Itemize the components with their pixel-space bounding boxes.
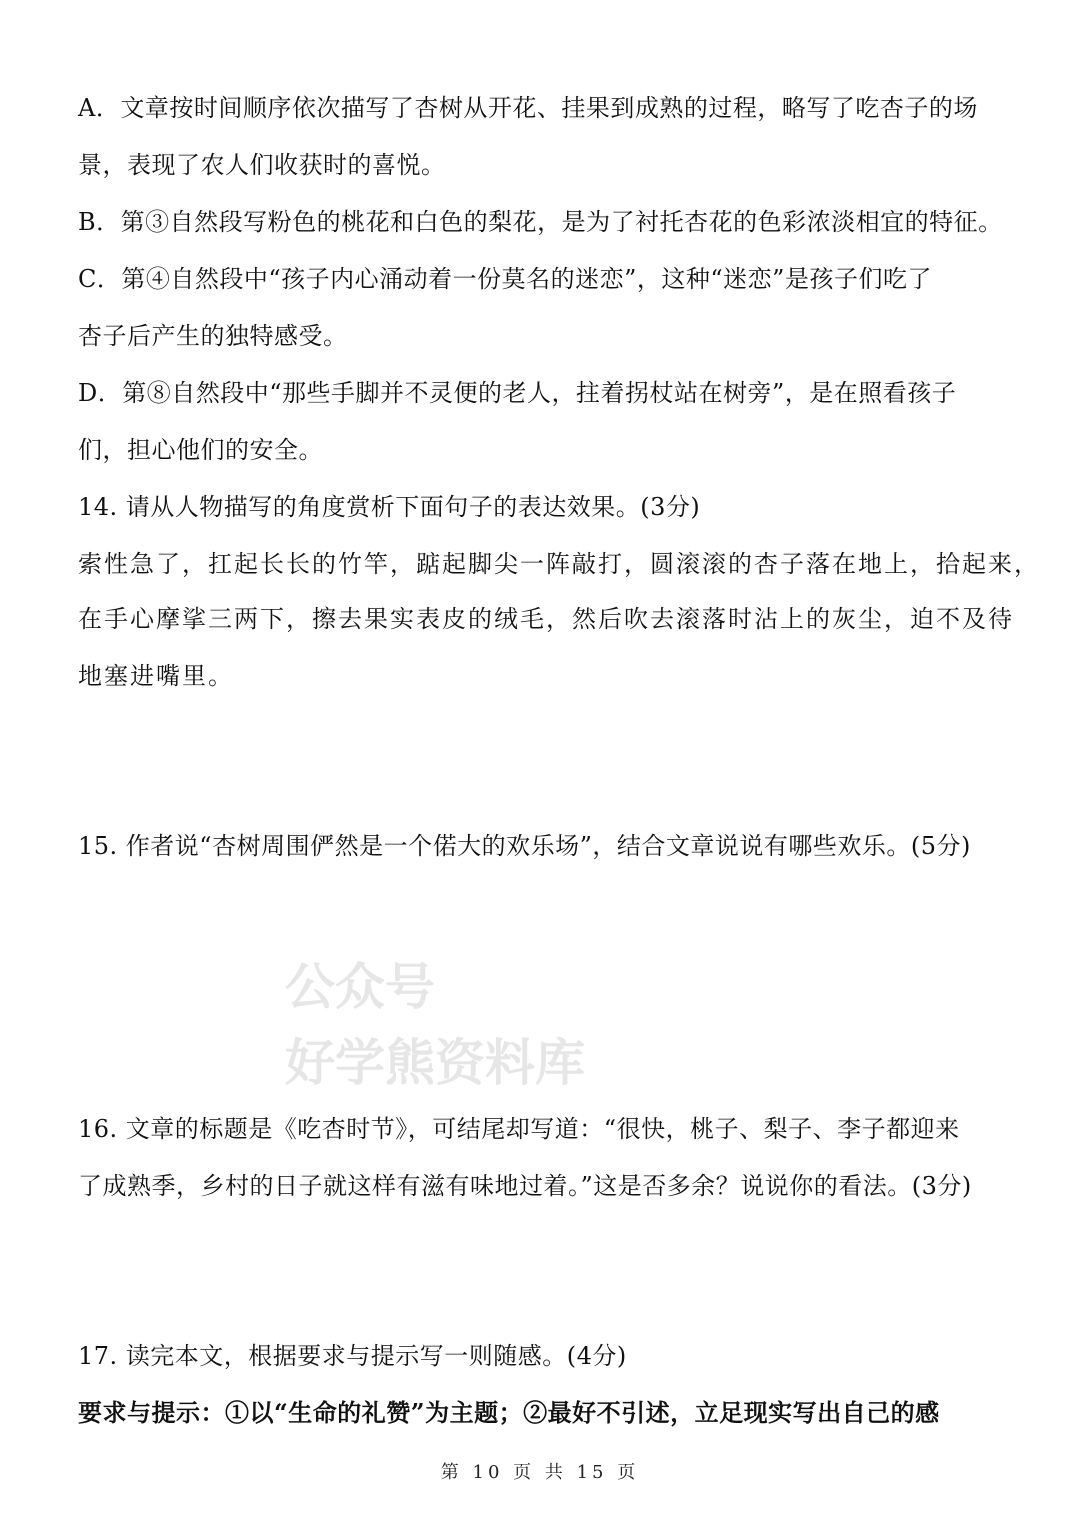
question-14-quote-line-3: 地塞进嘴里。 [78,662,234,690]
option-a-line-2: 景，表现了农人们收获时的喜悦。 [78,151,446,179]
option-b-line-1: B．第③自然段写粉色的桃花和白色的梨花，是为了衬托杏花的色彩浓淡相宜的特征。 [78,208,1003,236]
question-14-quote-line-1: 索性急了，扛起长长的竹竿，踮起脚尖一阵敲打，圆滚滚的杏子落在地上，拾起来， [78,550,1040,578]
option-a-line-1: A．文章按时间顺序依次描写了杏树从开花、挂果到成熟的过程，略写了吃杏子的场 [78,94,978,122]
watermark-line-2: 好学熊资料库 [285,1034,585,1092]
page-footer: 第 10 页 共 15 页 [440,1462,640,1483]
question-15-stem: 15. 作者说“杏树周围俨然是一个偌大的欢乐场”，结合文章说说有哪些欢乐。(5分) [78,832,971,860]
question-14-quote-line-2: 在手心摩挲三两下，擦去果实表皮的绒毛，然后吹去滚落时沾上的灰尘，迫不及待 [78,605,1014,633]
option-d-line-1: D．第⑧自然段中“那些手脚并不灵便的老人，拄着拐杖站在树旁”，是在照看孩子 [78,379,957,407]
question-17-requirement: 要求与提示：①以“生命的礼赞”为主题；②最好不引述，立足现实写出自己的感 [78,1398,940,1427]
option-d-line-2: 们，担心他们的安全。 [78,436,323,464]
question-16-line-1: 16. 文章的标题是《吃杏时节》，可结尾却写道：“很快，桃子、梨子、李子都迎来 [78,1115,960,1143]
watermark-line-1: 公众号 [285,958,435,1016]
question-16-line-2: 了成熟季，乡村的日子就这样有滋有味地过着。”这是否多余？说说你的看法。(3分) [78,1172,972,1200]
option-c-line-1: C．第④自然段中“孩子内心涌动着一份莫名的迷恋”，这种“迷恋”是孩子们吃了 [78,265,932,293]
option-c-line-2: 杏子后产生的独特感受。 [78,322,348,350]
question-14-stem: 14. 请从人物描写的角度赏析下面句子的表达效果。(3分) [78,493,701,521]
question-17-stem: 17. 读完本文，根据要求与提示写一则随感。(4分) [78,1342,627,1370]
